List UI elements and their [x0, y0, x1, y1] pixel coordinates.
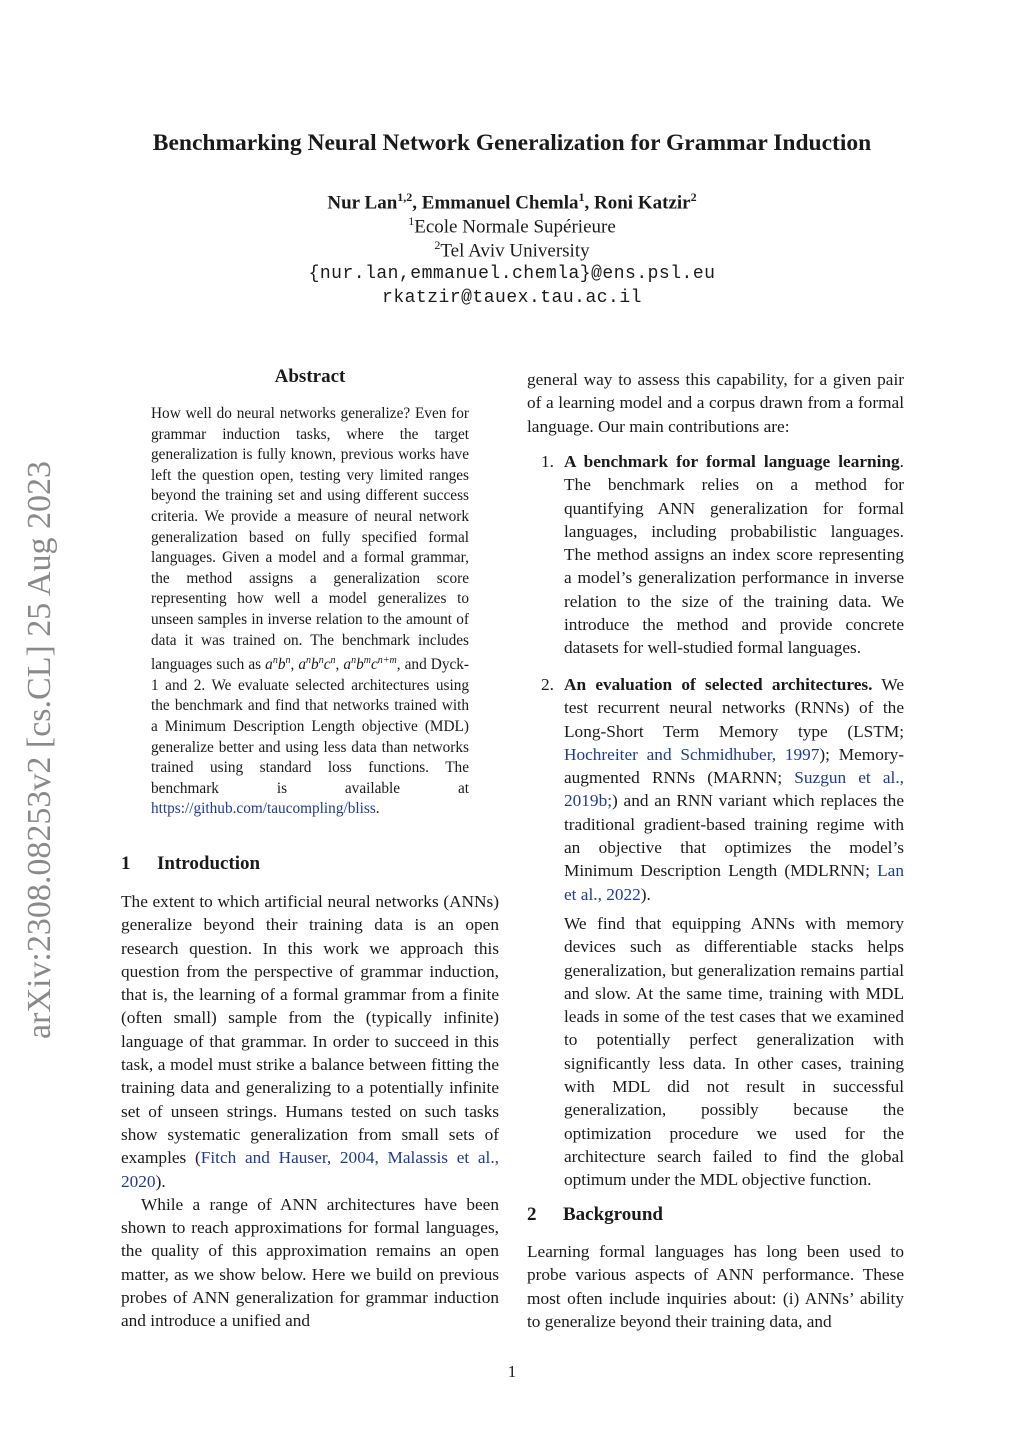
paragraph: general way to assess this capability, for a given pair of a learning model and a corpus drawn from a formal language. Our main contributions are: — [527, 370, 904, 436]
paragraph: The extent to which artificial neural networks (ANNs) generalize beyond their training data is an open research question. In this work we approach this question from the perspective of grammar induction, that is, the learning of a formal grammar from a finite (often small) sample from the (typically infinite) language of that grammar. In order to succeed in this task, a model must strike a balance between fitting the training data and generalizing to a potentially infinite set of unseen strings. Humans tested on such tasks show systematic generalization from small sets of examples (Fitch and Hauser, 2004, Malassis et al., 2020). — [121, 892, 499, 1191]
abstract-heading: Abstract — [274, 366, 346, 387]
author-sup: 1 — [578, 190, 585, 204]
author-list: Nur Lan$^{1,2}$, Emmanuel Chemla$^1$, Roni Katzir$^2$ — [327, 190, 697, 214]
author-email: rkatzir@tauex.tau.ac.il — [382, 288, 642, 308]
author-name: Emmanuel Chemla — [421, 192, 579, 214]
citation-link[interactable]: Suzgun et al., 2019b; — [564, 768, 904, 811]
author-name: Nur Lan — [327, 192, 398, 214]
benchmark-link[interactable]: https://github.com/taucompling/bliss — [151, 800, 376, 818]
author-email: {nur.lan,emmanuel.chemla}@ens.psl.eu — [308, 264, 716, 284]
math-expression: $a^nb^mc^{n+m}$ — [343, 655, 397, 674]
math-expression: $a^nb^n$ — [265, 655, 291, 674]
math-expression: $a^nb^nc^n$ — [298, 655, 336, 674]
paragraph: While a range of ANN architectures have been shown to reach approximations for formal languages, the quality of this approximation remains an open matter, as we show below. Here we build on previous probes of ANN generalization for grammar induction and introduce a unified and — [121, 1194, 499, 1331]
citation-link[interactable]: Hochreiter and Schmidhuber, 1997 — [564, 744, 820, 764]
affiliation: $^1$Ecole Normale Supérieure — [408, 214, 616, 238]
background-body — [527, 1240, 904, 1333]
arxiv-identifier: arXiv:2308.08253v2 [cs.CL] 25 Aug 2023 — [21, 461, 58, 1039]
intro-body — [121, 890, 499, 1333]
arxiv-sidebar — [10, 445, 70, 1055]
author-sup: 1,2 — [397, 190, 413, 204]
right-column-intro — [527, 368, 904, 438]
list-item: 2. An evaluation of selected architectures. We test recurrent neural networks (RNNs) of the Long-Short Term Memory type (LSTM; Hochreiter and Schmidhuber, 1997); Memory-augmented RNNs (MARNN; Suzgun et al., 2019b;) and an RNN variant which replaces the traditional gradient-based training regime with an objective that optimizes the model’s Minimum Description Length (MDLRNN; Lan et al., 2022). — [541, 675, 904, 904]
affiliation: $^2$Tel Aviv University — [434, 238, 590, 262]
citation-link[interactable]: Lan et al., 2022 — [564, 861, 904, 904]
section-heading: 2 Background — [527, 1204, 663, 1225]
list-item: 1. A benchmark for formal language learning. The benchmark relies on a method for quantifying ANN generalization for formal languages, including probabilistic languages. The method assigns an index score representing a model’s generalization performance in inverse relation to the size of the training data. We introduce the method and provide concrete datasets for well-studied formal languages. — [541, 452, 904, 658]
abstract-body: How well do neural networks generalize? Even for grammar induction tasks, where the target generalization is fully known, previous works have left the question open, testing very limited ranges beyond the training set and using different success criteria. We provide a measure of neural network generalization based on fully specified formal languages. Given a model and a formal grammar, the method assigns a generalization score representing how well a model generalizes to unseen samples in inverse relation to the amount of data it was trained on. The benchmark includes languages such as $a^nb^n$, $a^nb^nc^n$, $a^nb^mc^{n+m}$, and Dyck-1 and 2. We evaluate selected architectures using the benchmark and find that networks trained with a Minimum Description Length objective (MDL) generalize better and using less data than networks trained using standard loss functions. The benchmark is available at https://github.com/taucompling/bliss. — [151, 405, 470, 818]
citation-link[interactable]: Fitch and Hauser, 2004, Malassis et al., 2020 — [121, 1148, 499, 1191]
paragraph: Learning formal languages has long been used to probe various aspects of ANN performance. These most often include inquiries about: (i) ANNs’ ability to generalize beyond their training data, and — [527, 1242, 904, 1331]
author-name: Roni Katzir — [594, 192, 691, 214]
page-number: 1 — [507, 1362, 517, 1381]
list-item-paragraph: We find that equipping ANNs with memory devices such as differentiable stacks helps generalization, but generalization remains partial and slow. At the same time, training with MDL leads in some of the test cases that we examined to potentially perfect generalization with significantly less data. In other cases, training with MDL did not result in successful generalization, possibly because the optimization procedure we used for the architecture search failed to find the global optimum under the MDL objective function. — [564, 914, 904, 1190]
author-sup: 2 — [690, 190, 697, 204]
section-heading: 1 Introduction — [121, 853, 261, 874]
paper-title: Benchmarking Neural Network Generalization for Grammar Induction — [152, 130, 872, 156]
